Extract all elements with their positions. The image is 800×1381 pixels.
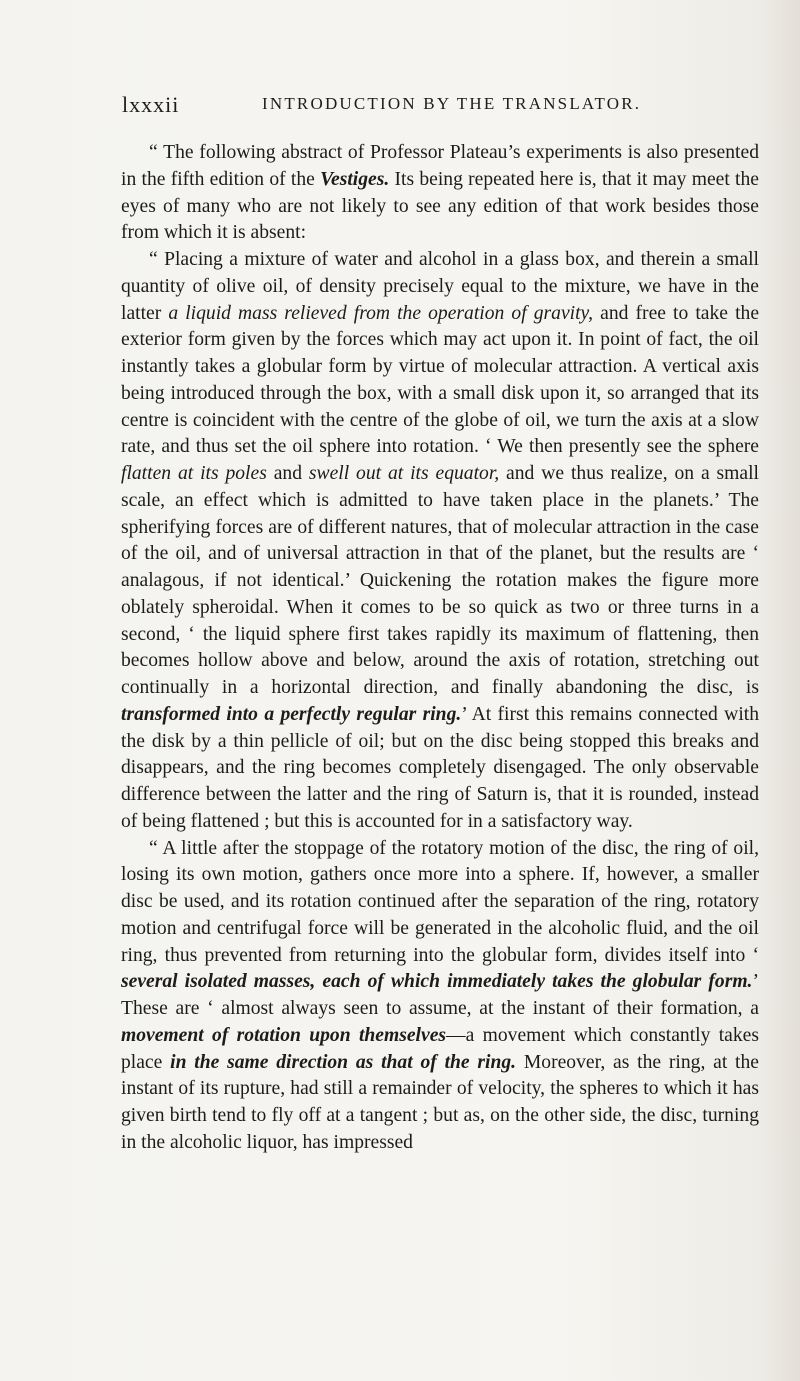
text-run: and [266,463,309,484]
page-number: lxxxii [122,92,180,117]
paragraph-3 [121,836,759,1157]
italic-run: transformed into a perfectly regular ring. [121,703,462,725]
text-run: Its being repeated here is, that it may meet the eyes of many who are not likely to see any edition of that work besides those from which it is absent: [121,168,759,244]
italic-run: a liquid mass relieved from the operation of gravity, [168,302,594,324]
text-run: “ Placing a mixture of water and alcohol in a glass box, and therein a small quantity of olive oil, of density precisely equal to the mixture, we have in the latter [121,249,759,324]
italic-run: flatten at its poles [121,463,267,484]
text-run: Moreover, as the ring, at the instant of its rupture, had still a remainder of velocity, the spheres to which it has given birth tend to fly off at a tangent ; but as, on the other side, the disc, turning in the alcoholic liquor, has impressed [121,1051,759,1153]
page-header [122,92,758,122]
text-run: “ A little after the stoppage of the rotatory motion of the disc, the ring of oil, losing its own motion, gathers once more into a sphere. If, however, a smaller disc be used, and its rotation continued after the separation of the ring, rotatory motion and centrifugal force will be generated in the alcoholic fluid, and the oil ring, thus prevented from returning into the globular form, divides itself into ‘ [121,837,759,966]
paragraph-1 [121,140,759,247]
text-run: —a movement which constantly takes place [121,1024,759,1073]
running-head: INTRODUCTION BY THE TRANSLATOR. [262,94,642,113]
italic-run: Vestiges. [320,168,390,190]
text-run: and free to take the exterior form given by the forces which may act upon it. In point of fact, the oil instantly takes a globular form by virtue of molecular attraction. A vertical axis being introduced through the box, with a small disk upon it, so arranged that its centre is coincident with the centre of the globe of oil, we turn the axis at a slow rate, and thus set the oil sphere into rotation. ‘ We then presently see the sphere [121,302,760,458]
text-run: ’ These are ‘ almost always seen to assume, at the instant of their formation, a [121,971,759,1019]
body-text [121,140,759,1157]
text-run: “ The following abstract of Professor Plateau’s experiments is also presented in the fifth edition of the [121,142,759,190]
italic-run: movement of rotation upon themselves [121,1024,447,1046]
paragraph-2 [121,247,759,836]
italic-run: swell out at its equator, [308,463,500,484]
text-run: and we thus realize, on a small scale, an effect which is admitted to have taken place in the planets.’ The spherifying forces are of different natures, that of molecular attraction in the case of the oil, and of universal attraction in that of the planet, but the results are ‘ analagous, if not identical.’ Quickening the rotation makes the figure more oblately spheroidal. When it comes to be so quick as two or three turns in a second, ‘ the liquid sphere first takes rapidly its maximum of flattening, then becomes hollow above and below, around the axis of rotation, stretching out continually in a horizontal direction, and finally abandoning the disc, is [121,463,759,698]
text-run: ’ At first this remains connected with the disk by a thin pellicle of oil; but on the disc being stopped this breaks and disappears, and the ring becomes completely disengaged. The only observable difference between the latter and the ring of Saturn is, that it is rounded, instead of being flattened ; but this is accounted for in a satisfactory way. [121,703,760,832]
italic-run: in the same direction as that of the ring. [170,1051,517,1073]
italic-run: several isolated masses, each of which immediately takes the globular form. [121,971,753,993]
